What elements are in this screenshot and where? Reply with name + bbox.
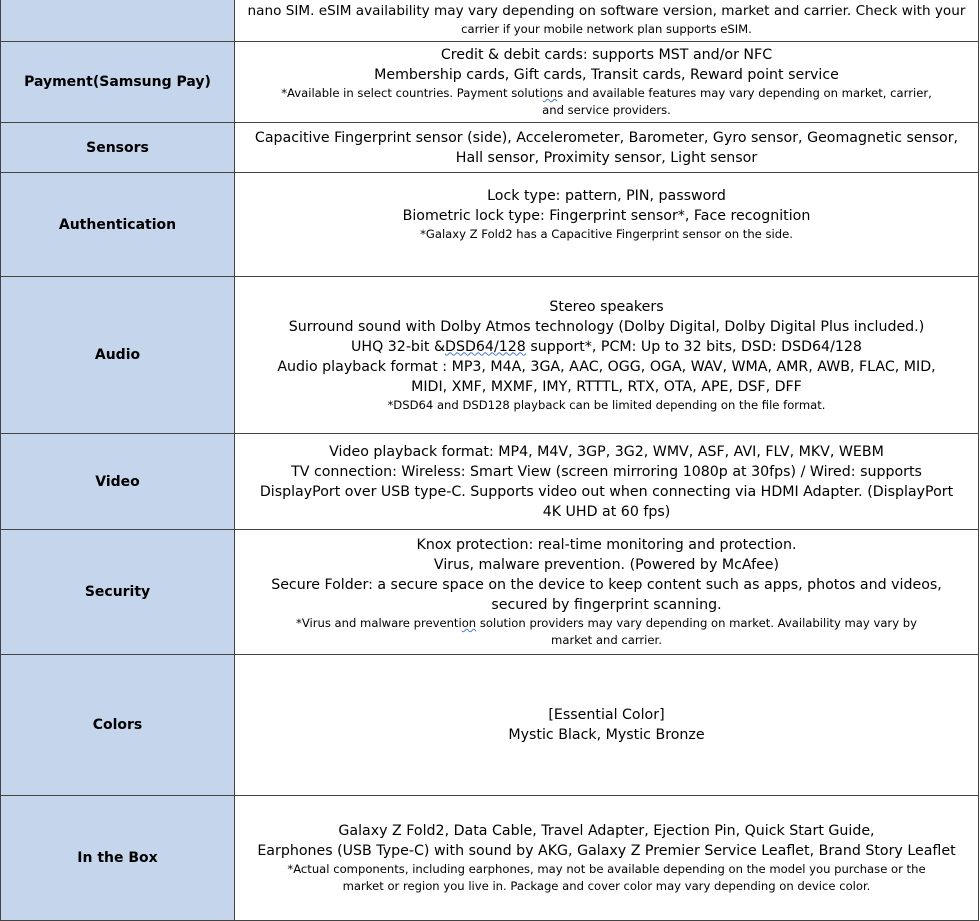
value-line: nano SIM. eSIM availability may vary depending on software version, market and carrier. Check with your	[247, 3, 966, 19]
spec-row-colors	[1, 655, 979, 796]
spec-row-payment	[1, 42, 979, 123]
row-label-colors: Colors	[1, 655, 235, 796]
value-line: Lock type: pattern, PIN, password	[487, 188, 726, 204]
value-line: Knox protection: real-time monitoring and protection.	[416, 537, 797, 553]
value-line: Stereo speakers	[549, 298, 664, 315]
value-note: market and carrier.	[551, 633, 662, 647]
row-label-video: Video	[1, 434, 235, 530]
value-line: Mystic Black, Mystic Bronze	[508, 727, 705, 743]
value-note: *Galaxy Z Fold2 has a Capacitive Fingerprint sensor on the side.	[420, 227, 793, 241]
row-label-security: Security	[1, 530, 235, 655]
value-line: 4K UHD at 60 fps)	[542, 503, 671, 520]
row-value-connectivity	[235, 0, 979, 42]
value-line: Audio playback format : MP3, M4A, 3GA, AAC, OGG, OGA, WAV, WMA, AMR, AWB, FLAC, MID,	[277, 358, 936, 375]
value-note: market or region you live in. Package and cover color may vary depending on device color.	[342, 879, 871, 893]
row-value-payment	[235, 42, 979, 123]
value-line: DisplayPort over USB type-C. Supports video out when connecting via HDMI Adapter. (DisplayPort	[259, 483, 954, 500]
spec-row-in-the-box	[1, 796, 979, 921]
spec-row-video	[1, 434, 979, 530]
value-line: TV connection: Wireless: Smart View (screen mirroring 1080p at 30fps) / Wired: supports	[291, 463, 922, 480]
row-value-colors	[235, 655, 979, 796]
row-label-authentication: Authentication	[1, 173, 235, 277]
value-line: secured by fingerprint scanning.	[491, 597, 722, 613]
row-value-video	[235, 434, 979, 530]
spec-row-connectivity	[1, 0, 979, 42]
row-label-sensors: Sensors	[1, 123, 235, 173]
value-note: carrier if your mobile network plan supports eSIM.	[461, 22, 752, 36]
row-label-audio: Audio	[1, 277, 235, 434]
value-note: *Available in select countries. Payment solutions and available features may vary depending on market, carrier,	[281, 86, 932, 100]
spec-row-audio	[1, 277, 979, 434]
row-value-sensors	[235, 123, 979, 173]
spec-row-sensors	[1, 123, 979, 173]
spec-row-authentication	[1, 173, 979, 277]
value-line: Capacitive Fingerprint sensor (side), Accelerometer, Barometer, Gyro sensor, Geomagnetic sensor,	[254, 129, 959, 146]
value-line: UHQ 32-bit &DSD64/128 support*, PCM: Up to 32 bits, DSD: DSD64/128	[351, 338, 862, 355]
value-line: Hall sensor, Proximity sensor, Light sensor	[455, 149, 758, 166]
value-line: MIDI, XMF, MXMF, IMY, RTTTL, RTX, OTA, APE, DSF, DFF	[411, 378, 802, 395]
value-line: Secure Folder: a secure space on the device to keep content such as apps, photos and videos,	[271, 577, 942, 593]
value-line: Video playback format: MP4, M4V, 3GP, 3G2, WMV, ASF, AVI, FLV, MKV, WEBM	[329, 443, 884, 460]
value-note: *Actual components, including earphones, may not be available depending on the model you purchase or the	[287, 862, 926, 876]
value-line: Credit & debit cards: supports MST and/or NFC	[440, 47, 773, 63]
row-value-in-the-box	[235, 796, 979, 921]
row-label-connectivity	[1, 0, 235, 42]
value-note: and service providers.	[542, 103, 671, 117]
value-line: Surround sound with Dolby Atmos technology (Dolby Digital, Dolby Digital Plus included.)	[288, 318, 925, 335]
value-line: Membership cards, Gift cards, Transit cards, Reward point service	[374, 67, 839, 83]
row-value-audio	[235, 277, 979, 434]
value-line: Virus, malware prevention. (Powered by McAfee)	[433, 557, 780, 573]
value-line: Galaxy Z Fold2, Data Cable, Travel Adapter, Ejection Pin, Quick Start Guide,	[338, 823, 875, 839]
spec-row-security	[1, 530, 979, 655]
value-note: *DSD64 and DSD128 playback can be limited depending on the file format.	[387, 397, 826, 412]
row-label-in-the-box: In the Box	[1, 796, 235, 921]
value-line: Earphones (USB Type-C) with sound by AKG, Galaxy Z Premier Service Leaflet, Brand Story Leaflet	[257, 843, 956, 859]
value-line: [Essential Color]	[548, 707, 665, 723]
row-value-security	[235, 530, 979, 655]
row-label-payment: Payment(Samsung Pay)	[1, 42, 235, 123]
value-note: *Virus and malware prevention solution providers may vary depending on market. Availability may vary by	[296, 616, 917, 630]
value-line: Biometric lock type: Fingerprint sensor*, Face recognition	[402, 208, 811, 224]
row-value-authentication	[235, 173, 979, 277]
